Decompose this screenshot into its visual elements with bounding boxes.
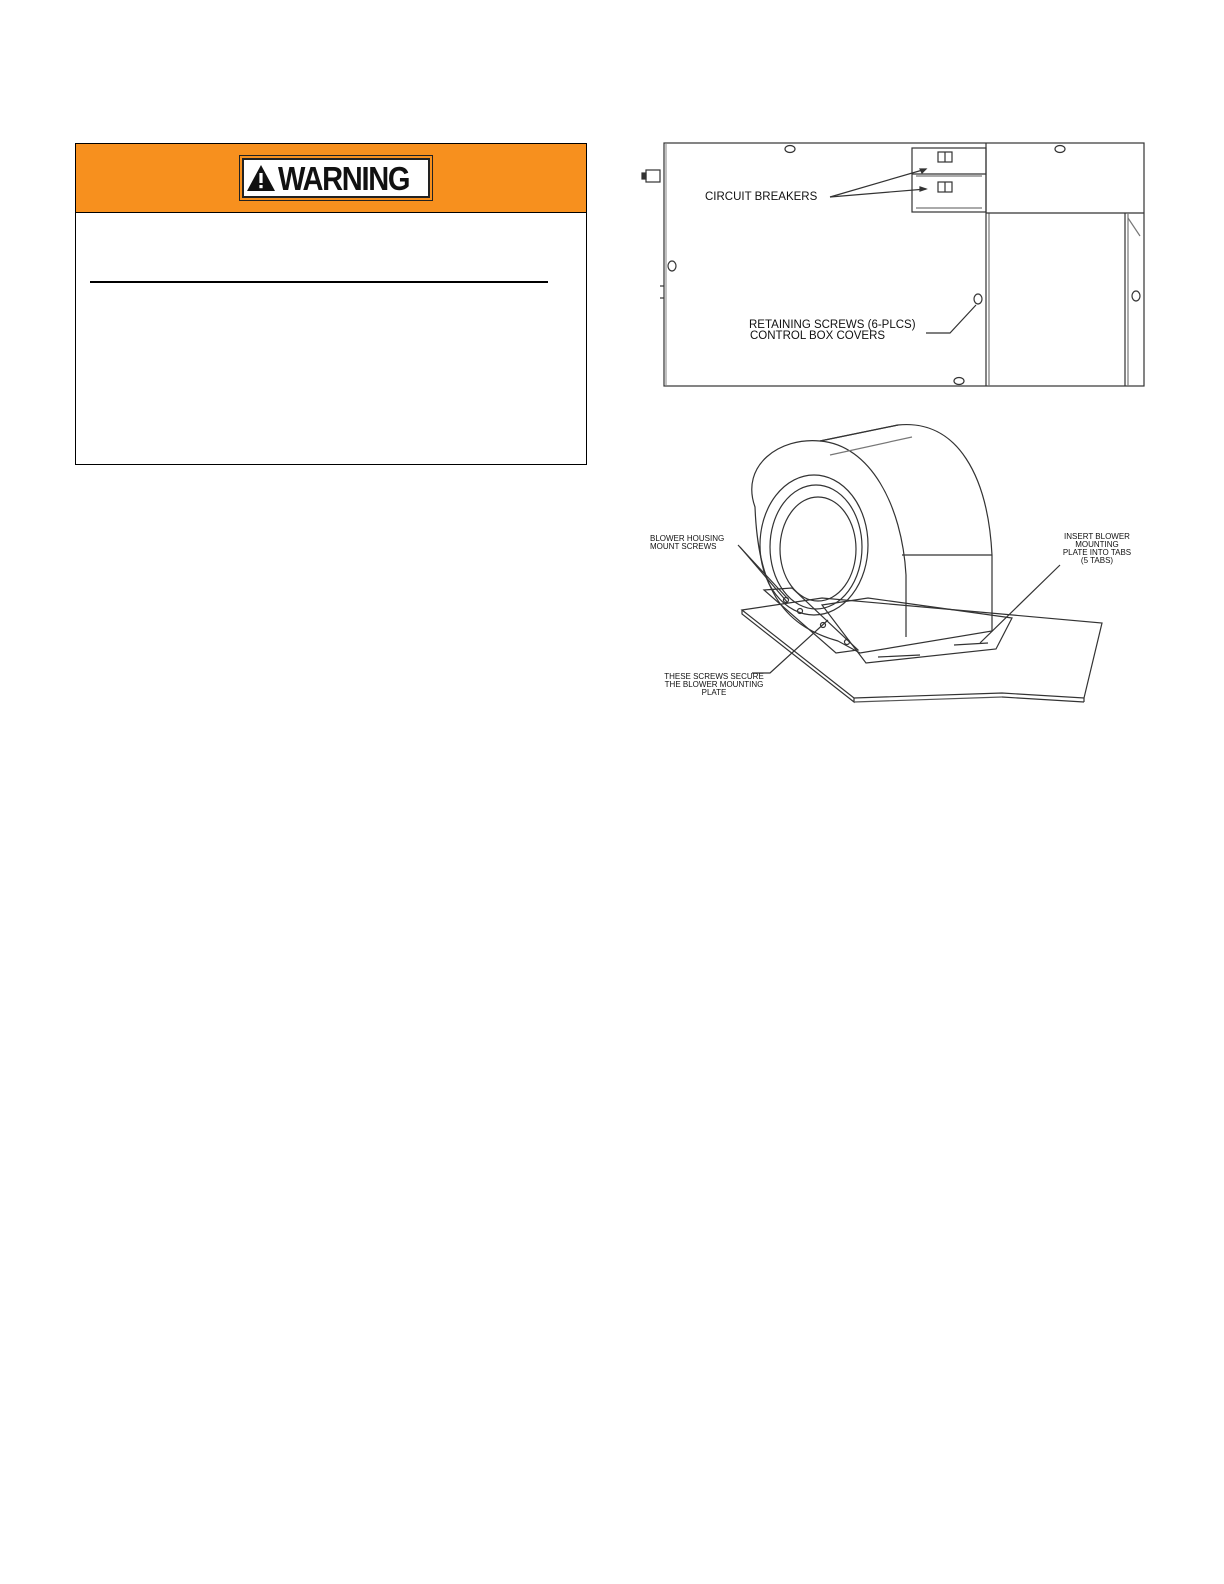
warning-triangle-icon [246,164,276,192]
callout-the-blower-mounting: THE BLOWER MOUNTING [664,680,764,689]
callout-5-tabs: (5 TABS) [1080,556,1114,565]
callout-blower-housing: BLOWER HOUSING [650,534,725,543]
warning-box [75,143,587,465]
callout-these-screws-secure: THESE SCREWS SECURE [664,672,764,681]
control-box-figure [640,138,1150,390]
callout-retaining-screws: RETAINING SCREWS (6-PLCS) [749,319,916,331]
warning-divider [90,281,548,283]
control-box-drawing [640,138,1150,390]
callout-mounting: MOUNTING [1075,540,1119,549]
callout-mount-screws: MOUNT SCREWS [650,542,717,551]
warning-label [242,158,430,198]
callout-plate-into-tabs: PLATE INTO TABS [1062,548,1132,557]
callout-plate: PLATE [701,688,727,697]
blower-drawing [640,415,1150,705]
callout-circuit-breakers: CIRCUIT BREAKERS [705,191,818,203]
warning-header [76,144,586,213]
callout-insert-blower: INSERT BLOWER [1064,532,1130,541]
warning-title: WARNING [277,159,409,197]
callout-control-box-covers: CONTROL BOX COVERS [750,330,886,342]
blower-figure [640,415,1150,705]
